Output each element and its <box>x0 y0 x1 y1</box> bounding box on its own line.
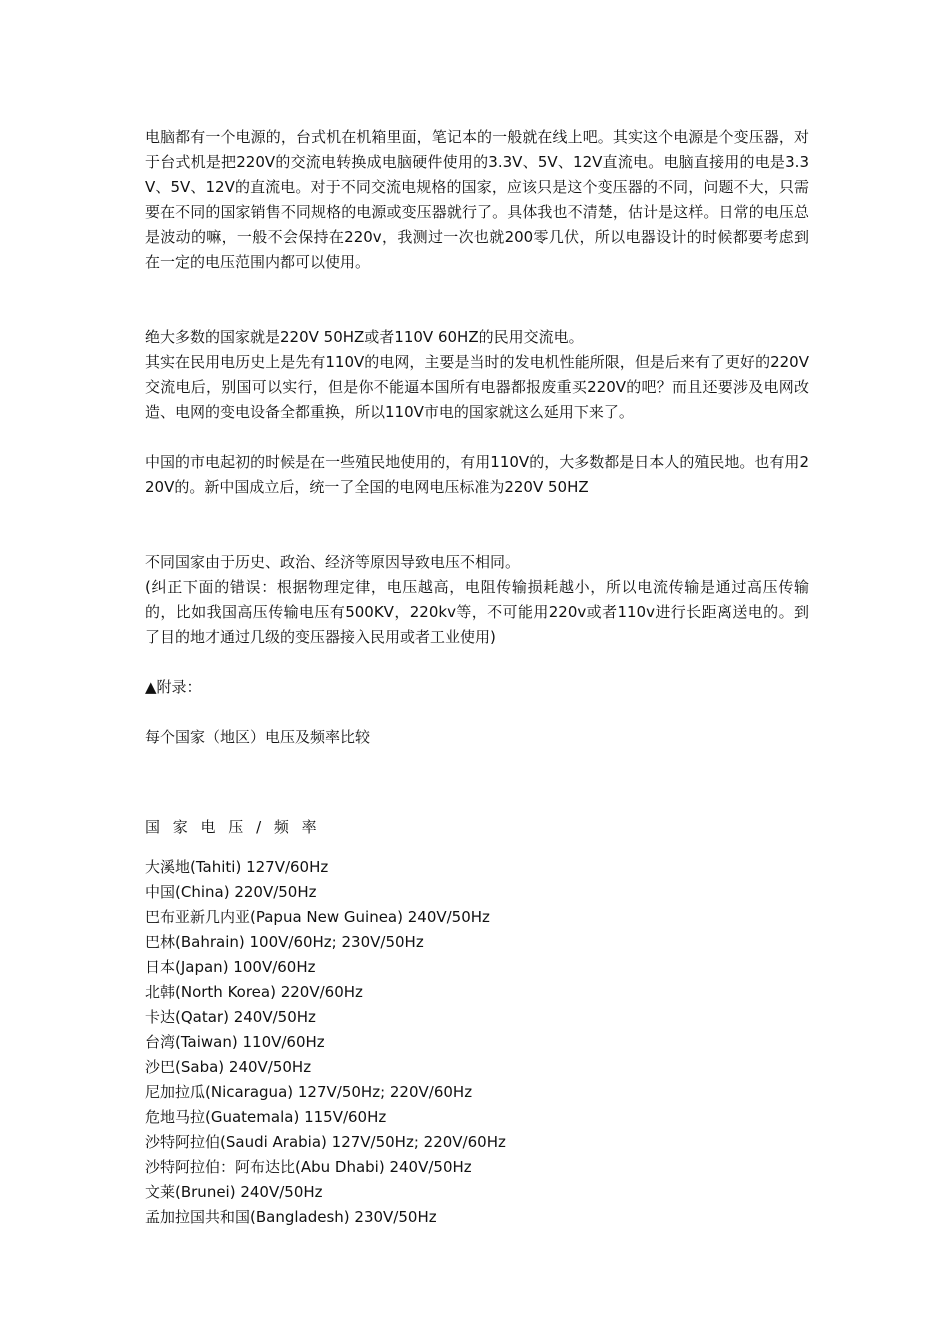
list-item: 沙特阿拉伯：阿布达比(Abu Dhabi) 240V/50Hz <box>145 1158 472 1176</box>
list-item: 文莱(Brunei) 240V/50Hz <box>145 1183 323 1201</box>
correction-paragraph: (纠正下面的错误：根据物理定律，电压越高，电阻传输损耗越小，所以电流传输是通过高压传输的，比如我国高压传输电压有500KV，220kv等，不可能用220v或者110v进行长距离送电的。到了目的地才通过几级的变压器接入民用或者工业使用) <box>145 578 809 646</box>
country-voltage-list <box>145 855 809 1230</box>
list-item: 卡达(Qatar) 240V/50Hz <box>145 1008 316 1026</box>
list-item: 中国(China) 220V/50Hz <box>145 883 317 901</box>
spacer <box>145 275 809 325</box>
list-item: 台湾(Taiwan) 110V/60Hz <box>145 1033 325 1051</box>
list-item: 沙特阿拉伯(Saudi Arabia) 127V/50Hz; 220V/60Hz <box>145 1133 506 1151</box>
appendix-subtitle: 每个国家（地区）电压及频率比较 <box>145 728 371 746</box>
history-paragraph: 其实在民用电历史上是先有110V的电网，主要是当时的发电机性能所限，但是后来有了更好的220V交流电后，别国可以实行，但是你不能逼本国所有电器都报废重买220V的吧？而且还要涉及电网改造、电网的变电设备全都重换，所以110V市电的国家就这么延用下来了。 <box>145 353 809 421</box>
intro-paragraph: 电脑都有一个电源的，台式机在机箱里面，笔记本的一般就在线上吧。其实这个电源是个变压器，对于台式机是把220V的交流电转换成电脑硬件使用的3.3V、5V、12V直流电。电脑直接用的电是3.3V、5V、12V的直流电。对于不同交流电规格的国家，应该只是这个变压器的不同，问题不大，只需要在不同的国家销售不同规格的电源或变压器就行了。具体我也不清楚，估计是这样。日常的电压总是波动的嘛，一般不会保持在220v，我测过一次也就200零几伏，所以电器设计的时候都要考虑到在一定的电压范围内都可以使用。 <box>145 128 809 271</box>
list-item: 巴布亚新几内亚(Papua New Guinea) 240V/50Hz <box>145 908 490 926</box>
spacer <box>145 500 809 550</box>
appendix-label: ▲附录： <box>145 678 202 696</box>
table-header: 国 家 电 压 / 频 率 <box>145 818 321 836</box>
list-item: 尼加拉瓜(Nicaragua) 127V/50Hz; 220V/60Hz <box>145 1083 473 1101</box>
list-item: 沙巴(Saba) 240V/50Hz <box>145 1058 312 1076</box>
list-item: 孟加拉国共和国(Bangladesh) 230V/50Hz <box>145 1208 437 1226</box>
spacer <box>145 650 809 675</box>
history-lead-line: 绝大多数的国家就是220V 50HZ或者110V 60HZ的民用交流电。 <box>145 328 584 346</box>
list-item: 日本(Japan) 100V/60Hz <box>145 958 316 976</box>
list-item: 危地马拉(Guatemala) 115V/60Hz <box>145 1108 387 1126</box>
reasons-lead-line: 不同国家由于历史、政治、经济等原因导致电压不相同。 <box>145 553 521 571</box>
china-paragraph: 中国的市电起初的时候是在一些殖民地使用的，有用110V的，大多数都是日本人的殖民地。也有用220V的。新中国成立后，统一了全国的电网电压标准为220V 50HZ <box>145 453 809 496</box>
list-item: 巴林(Bahrain) 100V/60Hz; 230V/50Hz <box>145 933 424 951</box>
list-item: 北韩(North Korea) 220V/60Hz <box>145 983 363 1001</box>
list-item: 大溪地(Tahiti) 127V/60Hz <box>145 858 329 876</box>
spacer <box>145 425 809 450</box>
document-page <box>145 125 809 1230</box>
spacer <box>145 700 809 725</box>
spacer <box>145 750 809 800</box>
